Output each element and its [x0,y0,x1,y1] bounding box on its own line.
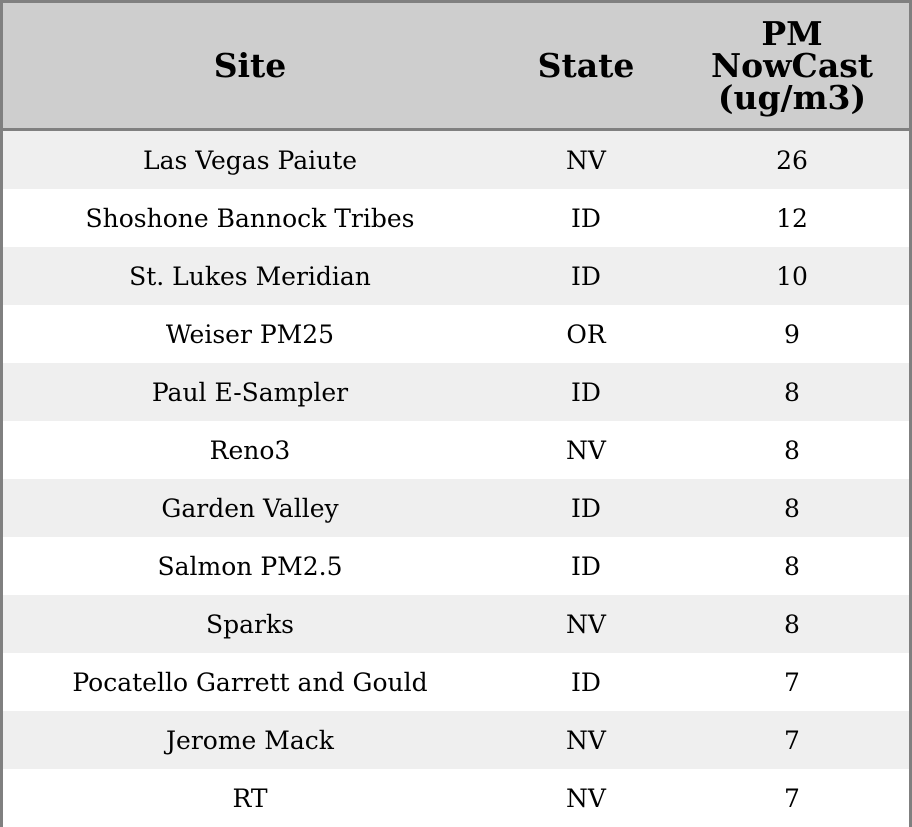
cell-state: ID [571,551,601,581]
cell-site: Pocatello Garrett and Gould [72,667,428,697]
table-row [3,595,909,653]
cell-pm: 7 [784,667,800,697]
cell-site: RT [232,783,268,813]
table-row [3,305,909,363]
cell-site: Shoshone Bannock Tribes [85,203,415,233]
cell-state: ID [571,261,601,291]
table-row [3,653,909,711]
table-row [3,131,909,189]
cell-state: NV [566,783,606,813]
header-state: State [537,45,635,85]
cell-state: OR [566,319,606,349]
cell-state: ID [571,493,601,523]
cell-pm: 8 [784,377,800,407]
cell-site: Weiser PM25 [165,319,335,349]
table-row [3,421,909,479]
cell-state: ID [571,203,601,233]
table-row [3,769,909,827]
cell-site: Sparks [206,609,294,639]
cell-state: ID [571,377,601,407]
cell-pm: 7 [784,725,800,755]
header-pm-line-1: PM [761,13,823,53]
header-pm-lines [710,13,874,117]
cell-site: Reno3 [209,435,291,465]
cell-site: Jerome Mack [166,725,334,755]
header-pm-line-3: (ug/m3) [717,77,867,117]
cell-pm: 26 [776,145,808,175]
cell-state: NV [566,609,606,639]
cell-state: ID [571,667,601,697]
table-row [3,479,909,537]
table-body [3,131,909,827]
table-row [3,247,909,305]
cell-site: Paul E-Sampler [151,377,349,407]
cell-pm: 10 [776,261,808,291]
cell-site: Salmon PM2.5 [157,551,343,581]
table-row [3,711,909,769]
cell-state: NV [566,725,606,755]
cell-pm: 8 [784,551,800,581]
cell-site: Garden Valley [161,493,339,523]
cell-pm: 8 [784,435,800,465]
header-pm-line-2: NowCast [710,45,874,85]
cell-pm: 8 [784,493,800,523]
cell-site: St. Lukes Meridian [129,261,371,291]
table-row [3,537,909,595]
table-header [3,3,909,131]
cell-site: Las Vegas Paiute [142,145,358,175]
header-site: Site [213,45,287,85]
cell-pm: 9 [784,319,800,349]
header-pm-nowcast [675,3,909,128]
cell-state: NV [566,435,606,465]
table-row [3,363,909,421]
cell-pm: 8 [784,609,800,639]
table-row [3,189,909,247]
cell-pm: 7 [784,783,800,813]
cell-state: NV [566,145,606,175]
cell-pm: 12 [776,203,808,233]
